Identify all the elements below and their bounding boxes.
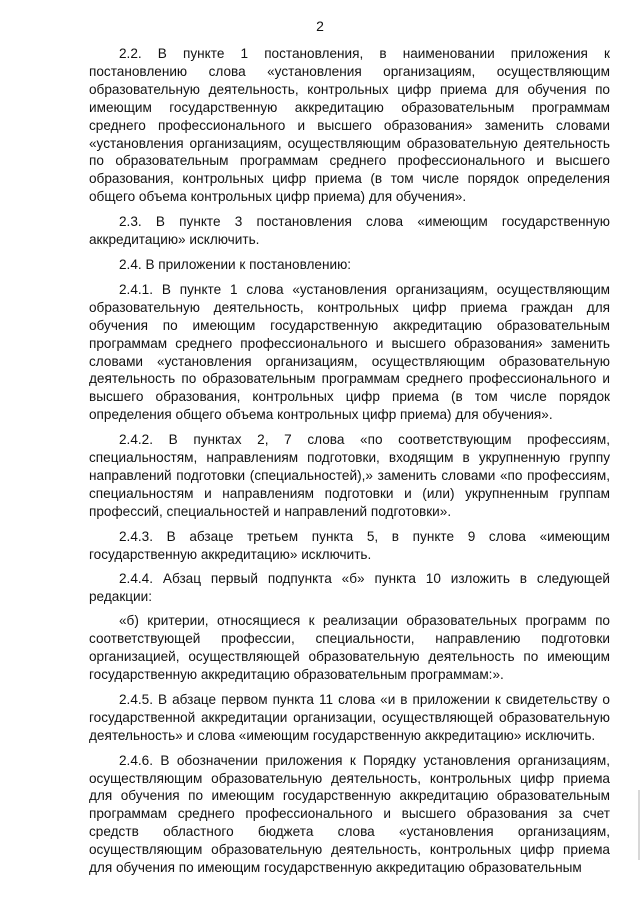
page-number: 2 [316, 18, 324, 34]
paragraph-2-4-3: 2.4.3. В абзаце третьем пункта 5, в пункте 9 слова «имеющим государственную аккредитацию» исключить. [89, 528, 610, 562]
paragraph-2-3: 2.3. В пункте 3 постановления слова «имеющим государственную аккредитацию» исключить. [89, 214, 610, 248]
paragraph-2-2: 2.2. В пункте 1 постановления, в наименовании приложения к постановлению слова «установления организациям, осуществляющим образовательную деятельность, контрольных цифр приема для обучения по имеющим государственную аккредитацию образовательным программам среднего профессионального и высшего образования» заменить словами «установления организациям, осуществляющим образовательную деятельность по образовательным программам среднего профессионального и высшего образования, контрольных цифр приема (в том числе порядок определения общего объема контрольных цифр приема) для обучения». [89, 46, 610, 205]
paragraph-2-4-2: 2.4.2. В пунктах 2, 7 слова «по соответствующим профессиям, специальностям, направлениям подготовки, входящим в укрупненную группу направлений подготовки (специальностей),» заменить словами «по профессиям, специальностям и направлениям подготовки и (или) укрупненным группам профессий, специальностей и направлений подготовки». [89, 432, 610, 519]
paragraph-2-4-5: 2.4.5. В абзаце первом пункта 11 слова «и в приложении к свидетельству о государственной аккредитации организации, осуществляющей образовательную деятельность» и слова «имеющим государственную аккредитацию» исключить. [89, 691, 610, 743]
paragraph-2-4-6: 2.4.6. В обозначении приложения к Порядку установления организациям, осуществляющим образовательную деятельность, контрольных цифр приема для обучения по имеющим государственную аккредитацию образовательным программам среднего профессионального и высшего образования за счет средств областного бюджета слова «установления организациям, осуществляющим образовательную деятельность, контрольных цифр приема для обучения по имеющим государственную аккредитацию образовательным [89, 752, 610, 876]
paragraph-2-4: 2.4. В приложении к постановлению: [119, 256, 352, 272]
paragraph-2-4-1: 2.4.1. В пункте 1 слова «установления организациям, осуществляющим образовательную деятельность, контрольных цифр приема граждан для обучения по имеющим государственную аккредитацию образовательным программам среднего профессионального и высшего образования» заменить словами «установления организациям, осуществляющим образовательную деятельность по образовательным программам среднего профессионального и высшего образования, контрольных цифр приема (в том числе порядок определения общего объема контрольных цифр приема) для обучения». [89, 281, 610, 423]
paragraph-quote-b: «б) критерии, относящиеся к реализации образовательных программ по соответствующей профессии, специальности, направлению подготовки организацией, осуществляющей образовательную деятельность по имеющим государственную аккредитацию образовательным программам:». [89, 613, 610, 682]
document-body [89, 45, 610, 884]
paragraph-2-4-4: 2.4.4. Абзац первый подпункта «б» пункта 10 изложить в следующей редакции: [89, 571, 610, 605]
